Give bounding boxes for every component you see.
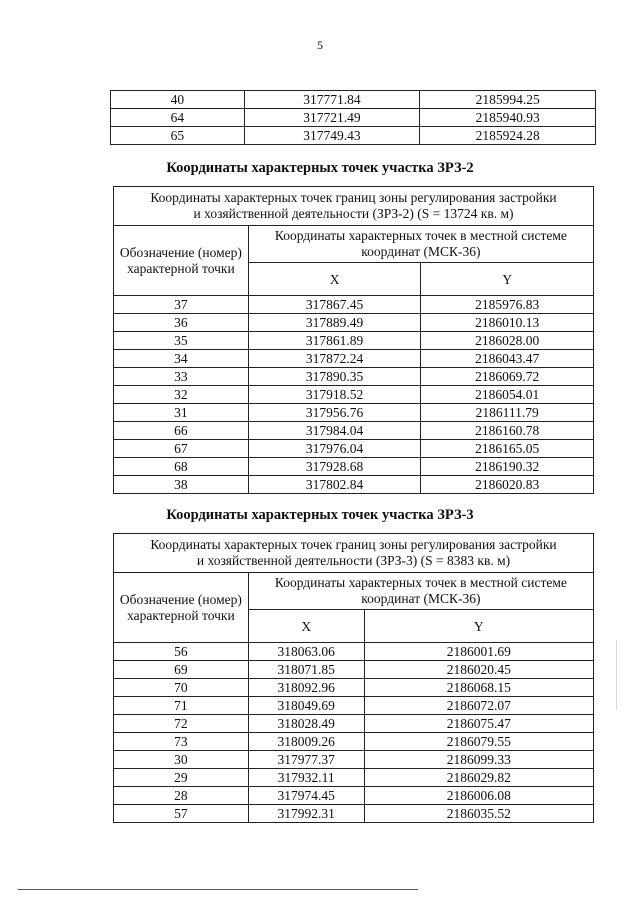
scan-margin-mark [616, 640, 617, 710]
point-cell: 33 [114, 368, 249, 386]
y-cell: 2185976.83 [421, 296, 594, 314]
continued-table-body [111, 91, 596, 145]
zone2-coordinates-table [113, 186, 594, 494]
zone2-title: Координаты характерных точек участка ЗРЗ-2 [166, 160, 474, 176]
x-cell: 317889.49 [248, 314, 421, 332]
x-cell: 317928.68 [248, 458, 421, 476]
zone3-table-body [114, 643, 594, 823]
x-cell: 318009.26 [248, 733, 364, 751]
zone2-table-body [114, 296, 594, 494]
y-cell: 2186028.00 [421, 332, 594, 350]
y-cell: 2186020.83 [421, 476, 594, 494]
point-cell: 68 [114, 458, 249, 476]
y-cell: 2186099.33 [364, 751, 593, 769]
x-cell: 317802.84 [248, 476, 421, 494]
point-cell: 65 [111, 127, 245, 145]
zone2-coords-column-header: Координаты характерных точек в местной системе координат (МСК-36) [248, 226, 593, 263]
y-cell: 2185924.28 [420, 127, 596, 145]
point-cell: 40 [111, 91, 245, 109]
y-cell: 2186054.01 [421, 386, 594, 404]
y-cell: 2185994.25 [420, 91, 596, 109]
x-cell: 317867.45 [248, 296, 421, 314]
y-cell: 2186075.47 [364, 715, 593, 733]
x-cell: 317977.37 [248, 751, 364, 769]
y-cell: 2186006.08 [364, 787, 593, 805]
point-cell: 30 [114, 751, 249, 769]
zone3-coordinates-table [113, 533, 594, 823]
table-row [114, 787, 594, 805]
table-row [114, 679, 594, 697]
zone2-y-header: Y [421, 263, 594, 296]
table-row [114, 643, 594, 661]
table-row [111, 127, 596, 145]
table-row [114, 350, 594, 368]
table-row [114, 314, 594, 332]
x-cell: 317984.04 [248, 422, 421, 440]
x-cell: 317721.49 [244, 109, 420, 127]
point-cell: 37 [114, 296, 249, 314]
zone3-title: Координаты характерных точек участка ЗРЗ-3 [166, 507, 474, 523]
point-cell: 36 [114, 314, 249, 332]
point-cell: 28 [114, 787, 249, 805]
zone3-table-caption [114, 534, 594, 573]
x-cell: 317974.45 [248, 787, 364, 805]
page-number: 5 [317, 38, 323, 52]
zone2-point-column-header: Обозначение (номер) характерной точки [114, 226, 249, 296]
point-cell: 29 [114, 769, 249, 787]
table-row [114, 661, 594, 679]
zone2-table-caption [114, 187, 594, 226]
point-cell: 70 [114, 679, 249, 697]
table-row [111, 91, 596, 109]
y-cell: 2186069.72 [421, 368, 594, 386]
zone3-caption-line1: Координаты характерных точек границ зоны регулирования застройки [150, 537, 557, 552]
zone2-x-header: X [248, 263, 421, 296]
y-cell: 2186010.13 [421, 314, 594, 332]
y-cell: 2186020.45 [364, 661, 593, 679]
point-cell: 66 [114, 422, 249, 440]
x-cell: 317932.11 [248, 769, 364, 787]
table-row [114, 404, 594, 422]
y-cell: 2186001.69 [364, 643, 593, 661]
y-cell: 2186160.78 [421, 422, 594, 440]
x-cell: 317861.89 [248, 332, 421, 350]
table-row [114, 805, 594, 823]
x-cell: 317771.84 [244, 91, 420, 109]
point-cell: 57 [114, 805, 249, 823]
x-cell: 318049.69 [248, 697, 364, 715]
point-cell: 67 [114, 440, 249, 458]
zone3-caption-line2: и хозяйственной деятельности (ЗРЗ-3) (S = 8383 кв. м) [196, 553, 511, 568]
y-cell: 2186190.32 [421, 458, 594, 476]
x-cell: 318028.49 [248, 715, 364, 733]
zone3-coords-column-header: Координаты характерных точек в местной системе координат (МСК-36) [248, 573, 593, 610]
table-row [114, 332, 594, 350]
point-cell: 73 [114, 733, 249, 751]
point-cell: 64 [111, 109, 245, 127]
table-row [114, 386, 594, 404]
zone3-point-column-header: Обозначение (номер) характерной точки [114, 573, 249, 643]
table-row [114, 769, 594, 787]
y-cell: 2186079.55 [364, 733, 593, 751]
point-cell: 32 [114, 386, 249, 404]
zone2-caption-line1: Координаты характерных точек границ зоны регулирования застройки [150, 190, 557, 205]
point-cell: 34 [114, 350, 249, 368]
continued-coordinates-table [110, 90, 596, 145]
y-cell: 2185940.93 [420, 109, 596, 127]
table-row [114, 296, 594, 314]
zone3-x-header: X [248, 610, 364, 643]
table-row [111, 109, 596, 127]
x-cell: 317956.76 [248, 404, 421, 422]
x-cell: 318063.06 [248, 643, 364, 661]
y-cell: 2186072.07 [364, 697, 593, 715]
zone2-caption-line2: и хозяйственной деятельности (ЗРЗ-2) (S = 13724 кв. м) [193, 206, 514, 221]
x-cell: 318071.85 [248, 661, 364, 679]
table-row [114, 751, 594, 769]
table-row [114, 476, 594, 494]
x-cell: 317918.52 [248, 386, 421, 404]
point-cell: 56 [114, 643, 249, 661]
table-row [114, 697, 594, 715]
table-row [114, 733, 594, 751]
table-row [114, 715, 594, 733]
x-cell: 317992.31 [248, 805, 364, 823]
x-cell: 318092.96 [248, 679, 364, 697]
point-cell: 72 [114, 715, 249, 733]
point-cell: 38 [114, 476, 249, 494]
x-cell: 317890.35 [248, 368, 421, 386]
table-row [114, 422, 594, 440]
x-cell: 317872.24 [248, 350, 421, 368]
point-cell: 35 [114, 332, 249, 350]
footer-rule [18, 889, 418, 890]
table-row [114, 440, 594, 458]
y-cell: 2186029.82 [364, 769, 593, 787]
table-row [114, 368, 594, 386]
y-cell: 2186165.05 [421, 440, 594, 458]
y-cell: 2186043.47 [421, 350, 594, 368]
point-cell: 69 [114, 661, 249, 679]
y-cell: 2186035.52 [364, 805, 593, 823]
table-row [114, 458, 594, 476]
x-cell: 317976.04 [248, 440, 421, 458]
y-cell: 2186068.15 [364, 679, 593, 697]
point-cell: 71 [114, 697, 249, 715]
zone3-y-header: Y [364, 610, 593, 643]
y-cell: 2186111.79 [421, 404, 594, 422]
point-cell: 31 [114, 404, 249, 422]
x-cell: 317749.43 [244, 127, 420, 145]
